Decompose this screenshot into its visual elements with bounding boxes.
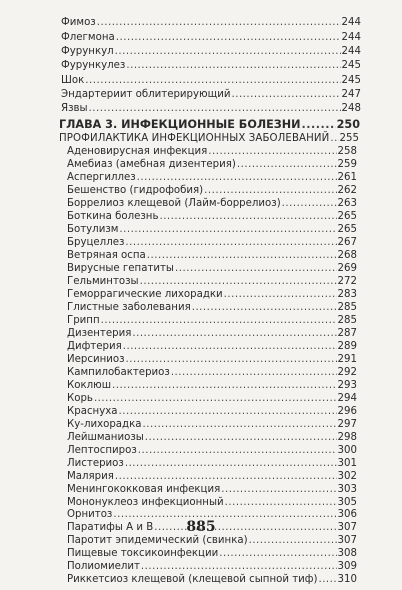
toc-entry — [0, 45, 361, 59]
toc-entry-page: 269 — [337, 262, 357, 274]
toc-entry-title: Ку-лихорадка — [67, 418, 142, 430]
toc-entry-page: 289 — [337, 340, 357, 352]
leader-dots — [237, 158, 337, 171]
toc-entry-page: 258 — [337, 146, 357, 157]
leader-dots — [112, 379, 337, 392]
toc-entry-title: Дифтерия — [67, 340, 122, 352]
toc-entry-title: Гельминтозы — [67, 275, 139, 287]
leader-dots — [94, 392, 337, 405]
toc-entry-page: 296 — [337, 405, 357, 417]
toc-entry-title: Эндартериит облитерирующий — [61, 89, 231, 100]
section-page: 255 — [339, 133, 359, 144]
toc-entry-page: 294 — [337, 392, 357, 404]
leader-dots — [282, 197, 337, 210]
toc-entry-page: 265 — [337, 223, 357, 235]
toc-entry-page: 297 — [337, 418, 357, 430]
toc-entry-title: Фурункулез — [61, 60, 126, 71]
leader-dots — [115, 470, 337, 483]
toc-entry — [0, 88, 361, 102]
toc-entry-page: 267 — [337, 236, 357, 248]
leader-dots — [125, 457, 337, 470]
toc-entry — [0, 314, 357, 327]
toc-entry — [0, 418, 357, 431]
leader-dots — [219, 547, 336, 560]
toc-entry-title: Корь — [67, 392, 93, 404]
toc-entry-page: 285 — [337, 314, 357, 326]
toc-entry-page: 285 — [337, 301, 357, 313]
toc-entry-title: Полиомиелит — [67, 561, 140, 573]
toc-entry-title: Пищевые токсикоинфекции — [67, 548, 219, 560]
toc-entry — [0, 288, 357, 301]
toc-entry-title: Амебиаз (амебная дизентерия) — [67, 159, 236, 170]
leader-dots — [221, 483, 336, 496]
toc-entry — [0, 340, 357, 353]
toc-entry — [0, 102, 361, 116]
leader-dots — [175, 262, 337, 275]
toc-entry-title: Аспергиллез — [67, 172, 136, 183]
toc-entry-title: Грипп — [67, 314, 100, 326]
toc-entry-title: Паратифы А и В — [67, 522, 154, 534]
toc-entry-page: 247 — [341, 89, 361, 100]
toc-entry-title: Малярия — [67, 470, 114, 482]
toc-entry-page: 259 — [337, 159, 357, 170]
leader-dots — [138, 444, 337, 457]
leader-dots — [97, 16, 341, 30]
toc-entry-title: Глистные заболевания — [67, 301, 191, 313]
leader-dots — [145, 431, 337, 444]
toc-entry-title: Коклюш — [67, 379, 112, 391]
toc-entry — [0, 236, 357, 249]
toc-entry-title: Кампилобактериоз — [67, 366, 170, 378]
toc-entry-page: 244 — [341, 17, 361, 28]
toc-entry-page: 283 — [337, 288, 357, 300]
toc-entry-title: Бруцеллез — [67, 236, 125, 248]
chapter-heading — [0, 118, 360, 132]
leader-dots — [192, 301, 337, 314]
toc-entry-page: 287 — [337, 327, 357, 339]
toc-entry — [0, 184, 357, 197]
toc-entry-page: 248 — [341, 103, 361, 114]
toc-entry — [0, 74, 361, 88]
toc-entry-page: 300 — [337, 444, 357, 456]
toc-entry-page: 263 — [337, 197, 357, 209]
section-heading — [0, 132, 359, 146]
toc-entry-title: Бешенство (гидрофобия) — [67, 184, 204, 196]
leader-dots — [140, 275, 337, 288]
toc-entry-title: Лейшманиозы — [67, 431, 144, 443]
section-title: ПРОФИЛАКТИКА ИНФЕКЦИОННЫХ ЗАБОЛЕВАНИЙ — [59, 133, 330, 144]
toc-entry-page: 292 — [337, 366, 357, 378]
toc-entry — [0, 444, 357, 457]
toc-entry — [0, 171, 357, 184]
toc-entry — [0, 560, 357, 573]
leader-dots — [159, 210, 336, 223]
toc-entry-page: 308 — [337, 548, 357, 560]
toc-entry — [0, 431, 357, 444]
toc-entry-title: Ветряная оспа — [67, 249, 146, 261]
toc-entry-page: 245 — [341, 60, 361, 71]
leader-dots — [125, 236, 336, 249]
toc-entry-title: Мононуклеоз инфекционный — [67, 496, 224, 508]
leader-dots — [231, 88, 340, 102]
toc-entry — [0, 197, 357, 210]
toc-entry — [0, 366, 357, 379]
toc-entry-title: Язвы — [61, 103, 88, 114]
toc-entry — [0, 470, 357, 483]
toc-entry-page: 291 — [337, 353, 357, 365]
toc-entry — [0, 249, 357, 262]
leader-dots — [142, 418, 336, 431]
page-number: 885 — [186, 519, 216, 535]
toc-entry — [0, 31, 361, 45]
leader-dots — [204, 184, 336, 197]
toc-entry — [0, 59, 361, 73]
toc-entry-title: Дизентерия — [67, 327, 132, 339]
toc-entry-page: 298 — [337, 431, 357, 443]
toc-entry-page: 309 — [337, 561, 357, 573]
leader-dots — [89, 102, 341, 116]
leader-dots — [132, 327, 336, 340]
leader-dots — [101, 314, 337, 327]
toc-entry — [0, 392, 357, 405]
toc-entry-title: Паротит эпидемический (свинка) — [67, 535, 248, 547]
leader-dots — [115, 45, 341, 59]
toc-entry — [0, 379, 357, 392]
leader-dots — [119, 223, 336, 236]
leader-dots — [224, 288, 337, 301]
toc-entry-title: Флегмона — [61, 32, 115, 43]
toc-entry-page: 303 — [337, 483, 357, 495]
toc-entry-page: 268 — [337, 249, 357, 261]
toc-entry — [0, 262, 357, 275]
toc-entry-page: 293 — [337, 379, 357, 391]
toc-entry — [0, 353, 357, 366]
toc-entry-title: Геморрагические лихорадки — [67, 288, 223, 300]
toc-entry — [0, 496, 357, 509]
toc-entry-title: Листериоз — [67, 457, 124, 469]
toc-entry-page: 302 — [337, 470, 357, 482]
leader-dots — [141, 560, 337, 573]
toc-entry-page: 265 — [337, 210, 357, 222]
leader-dots — [116, 31, 341, 45]
toc-entry — [0, 457, 357, 470]
leader-dots — [123, 340, 337, 353]
leader-dots — [249, 534, 337, 547]
toc-entry — [0, 275, 357, 288]
leader-dots — [225, 496, 337, 509]
toc-entry-page: 272 — [337, 275, 357, 287]
chapter-title: ГЛАВА 3. ИНФЕКЦИОННЫЕ БОЛЕЗНИ — [59, 118, 301, 131]
toc-entry-page: 306 — [337, 509, 357, 521]
leader-dots — [301, 118, 335, 132]
toc-entry — [0, 16, 361, 30]
toc-entry-page: 245 — [341, 75, 361, 86]
chapter-page: 250 — [336, 118, 360, 131]
leader-dots — [85, 74, 340, 88]
leader-dots — [171, 366, 337, 379]
toc-entry-title: Аденовирусная инфекция — [67, 146, 208, 157]
toc-entry-page: 310 — [337, 574, 357, 586]
toc-entry — [0, 327, 357, 340]
toc-entry-page: 301 — [337, 457, 357, 469]
toc-entry-page: 244 — [341, 46, 361, 57]
toc-entry-page: 262 — [337, 184, 357, 196]
leader-dots — [126, 353, 337, 366]
toc-entry-title: Фурункул — [61, 46, 114, 57]
toc-entry — [0, 483, 357, 496]
toc-entry — [0, 145, 357, 158]
toc-entry — [0, 573, 357, 586]
toc-entry-title: Боррелиоз клещевой (Лайм-боррелиоз) — [67, 197, 281, 209]
toc-entry — [0, 158, 357, 171]
leader-dots — [147, 249, 337, 262]
toc-entry-title: Фимоз — [61, 17, 96, 28]
leader-dots — [330, 132, 338, 146]
toc-entry — [0, 223, 357, 236]
toc-entry-title: Краснуха — [67, 405, 118, 417]
toc-entry-title: Лептоспироз — [67, 444, 137, 456]
toc-entry-page: 261 — [337, 172, 357, 183]
toc-entry — [0, 534, 357, 547]
toc-entry-title: Ботулизм — [67, 223, 119, 235]
toc-entry — [0, 405, 357, 418]
leader-dots — [318, 573, 336, 586]
leader-dots — [208, 145, 336, 158]
toc-entry-page: 307 — [337, 535, 357, 547]
toc-entry-title: Вирусные гепатиты — [67, 262, 174, 274]
toc-entry — [0, 210, 357, 223]
leader-dots — [137, 171, 337, 184]
toc-entry-title: Иерсиниоз — [67, 353, 125, 365]
toc-entry — [0, 547, 357, 560]
toc-entry-page: 305 — [337, 496, 357, 508]
leader-dots — [126, 59, 340, 73]
toc-entry-title: Боткина болезнь — [67, 210, 159, 222]
toc-entry-page: 307 — [337, 522, 357, 534]
toc-entry-page: 244 — [341, 32, 361, 43]
leader-dots — [119, 405, 337, 418]
toc-entry — [0, 301, 357, 314]
toc-entry-title: Орнитоз — [67, 509, 113, 521]
toc-entry-title: Риккетсиоз клещевой (клещевой сыпной тиф) — [67, 574, 318, 586]
toc-entry-title: Менингококковая инфекция — [67, 483, 221, 495]
toc-entry-title: Шок — [61, 75, 85, 86]
